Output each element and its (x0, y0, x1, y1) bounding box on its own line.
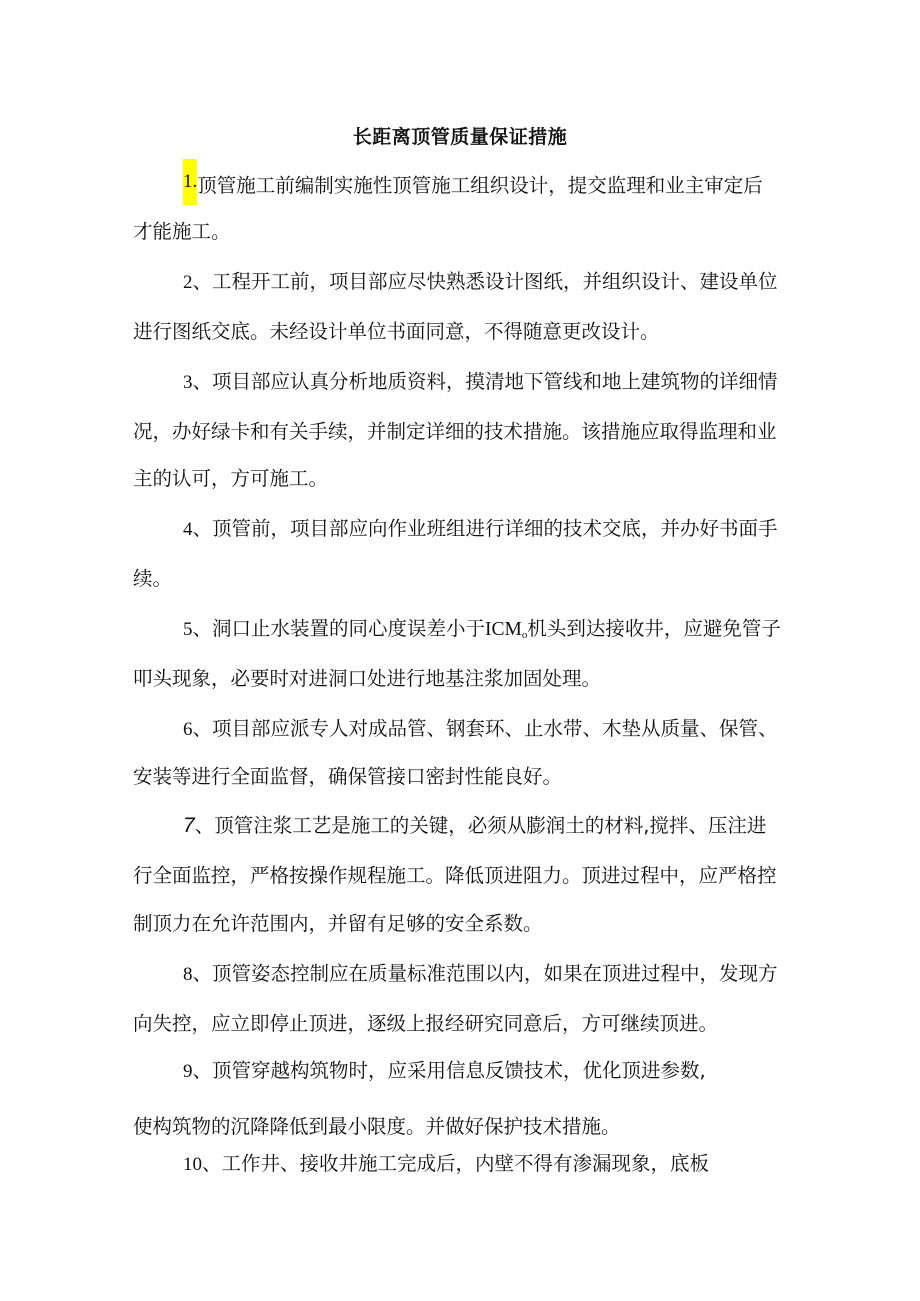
item-4-line-2: 续。 (133, 567, 173, 590)
item-9-text: 、顶管穿越构筑物时，应采用信息反馈技术，优化顶进参数, (192, 1059, 706, 1082)
item-2-text: 、工程开工前，项目部应尽快熟悉设计图纸，并组织设计、建设单位 (192, 270, 778, 293)
item-8-line-1 (183, 960, 778, 989)
item-1-line-1 (183, 168, 763, 205)
item-4-line-1 (183, 515, 778, 544)
item-1-number-highlight: 1. (183, 159, 197, 205)
item-9-line-2: 使构筑物的沉降降低到最小限度。并做好保护技术措施。 (133, 1115, 621, 1138)
item-7-line-1 (183, 812, 766, 840)
item-10-line-1 (183, 1150, 709, 1179)
item-5-text-a: 、洞口止水装置的同心度误差小于 (192, 617, 486, 640)
item-4-text: 、顶管前，项目部应向作业班组进行详细的技术交底，并办好书面手 (192, 517, 778, 540)
item-5-number: 5 (183, 619, 193, 640)
item-2-line-2: 进行图纸交底。未经设计单位书面同意，不得随意更改设计。 (133, 320, 660, 343)
item-3-line-2: 况，办好绿卡和有关手续，并制定详细的技术措施。该措施应取得监理和业 (133, 420, 777, 443)
item-5-text-b: 机头到达接收井，应避免管子 (527, 617, 781, 640)
item-2-line-1 (183, 268, 778, 297)
item-6-line-1 (183, 715, 778, 744)
item-8-number: 8 (183, 964, 193, 985)
item-1-line-2: 才能施工。 (133, 220, 231, 243)
item-10-text: 、工作井、接收井施工完成后，内壁不得有渗漏现象，底板 (202, 1152, 710, 1175)
item-5-code: ICM (485, 619, 522, 640)
item-1-text: 顶管施工前编制实施性顶管施工组织设计，提交监理和业主审定后 (197, 174, 763, 197)
item-8-line-2: 向失控，应立即停止顶进，逐级上报经研究同意后，方可继续顶进。 (133, 1012, 719, 1035)
item-3-number: 3 (183, 372, 193, 393)
item-10-number: 10 (183, 1154, 202, 1175)
item-7-line-3: 制顶力在允许范围内，并留有足够的安全系数。 (133, 912, 543, 935)
item-7-number: 7 (183, 814, 195, 837)
item-3-line-3: 主的认可，方可施工。 (133, 467, 329, 490)
item-5-line-1 (183, 615, 781, 649)
item-6-text: 、项目部应派专人对成品管、钢套环、止水带、木垫从质量、保管、 (192, 717, 778, 740)
item-7-text: 、顶管注浆工艺是施工的关键，必须从膨润土的材料,搅拌、压注进 (194, 814, 767, 837)
document-title: 长距离顶管质量保证措施 (352, 126, 568, 148)
item-3-text: 、项目部应认真分析地质资料，摸清地下管线和地上建筑物的详细情 (192, 370, 778, 393)
item-9-number: 9 (183, 1061, 193, 1082)
item-5-line-2: 叩头现象，必要时对进洞口处进行地基注浆加固处理。 (133, 667, 602, 690)
item-5-code-subscript: o (521, 629, 528, 641)
item-3-line-1 (183, 368, 778, 397)
item-9-line-1 (183, 1057, 706, 1086)
item-2-number: 2 (183, 272, 193, 293)
item-6-number: 6 (183, 719, 193, 740)
item-8-text: 、顶管姿态控制应在质量标准范围以内，如果在顶进过程中，发现方 (192, 962, 778, 985)
item-7-line-2: 行全面监控，严格按操作规程施工。降低顶进阻力。顶进过程中，应严格控 (133, 864, 777, 887)
item-4-number: 4 (183, 519, 193, 540)
item-6-line-2: 安装等进行全面监督，确保管接口密封性能良好。 (133, 765, 563, 788)
